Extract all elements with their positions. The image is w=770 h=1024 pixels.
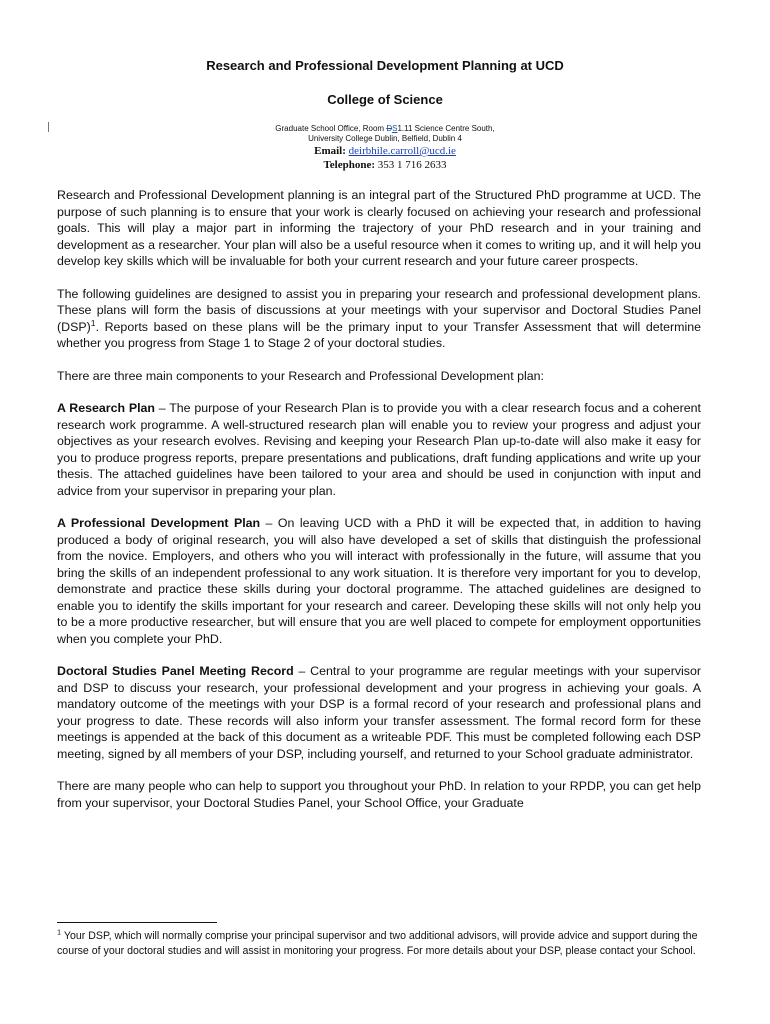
college-subtitle: College of Science	[327, 92, 443, 107]
guidelines-text-a: The following guidelines are designed to assist you in preparing your research and professional development plans. These plans will form the basis of discussions at your meetings with your supervisor and Doctoral Studies Panel (DSP)	[57, 286, 701, 334]
footnote-divider	[57, 922, 217, 923]
telephone-label: Telephone:	[323, 159, 376, 171]
paragraph-guidelines	[57, 286, 701, 352]
paragraph-dsp-record	[57, 663, 701, 762]
email-label: Email:	[314, 145, 346, 157]
paragraph-intro: Research and Professional Development planning is an integral part of the Structured PhD programme at UCD. The purpose of such planning is to ensure that your work is clearly focused on achieving your research and professional goals. This will play a major part in informing the trajectory of your PhD research and in your training and development as a researcher. Your plan will also be a useful resource when it comes to writing up, and it will help you develop key skills which will be invaluable for both your current research and your future career prospects.	[57, 188, 701, 268]
telephone-line	[0, 158, 770, 172]
footnote-marker: 1	[57, 927, 62, 937]
office-address-line2: University College Dublin, Belfield, Dublin 4	[308, 134, 462, 143]
dsp-record-text: – Central to your programme are regular meetings with your supervisor and DSP to discuss your research, your professional development and your progress in achieving your goals. A mandatory outcome of the meetings with your DSP is a formal record of your research and professional plans and your progress to date. These records will also inform your transfer assessment. The formal record form for these meetings is appended at the back of this document as a writeable PDF. This must be completed following each DSP meeting, signed by all members of your DSP, including yourself, and returned to your School graduate administrator.	[57, 664, 701, 761]
footnote-reference[interactable]: 1	[90, 317, 96, 328]
address-suffix: 1.11 Science Centre South,	[397, 124, 495, 133]
professional-plan-text: – On leaving UCD with a PhD it will be expected that, in addition to having produced a body of original research, you will also have developed a set of skills that distinguish the professional from the novice. Employers, and others who you will interact with professionally in the future, will assume that you bring the skills of an independent professional to any work situation. It is therefore very important for you to develop, demonstrate and practice these skills during your doctoral programme. The attached guidelines are designed to enable you to identify the skills important for your research and career. Developing these skills will not only help you to be a more productive researcher, but will ensure that you are well placed to compete for employment opportunities when you complete your PhD.	[57, 516, 702, 646]
paragraph-research-plan	[57, 400, 701, 499]
paragraph-support: There are many people who can help to support you throughout your PhD. In relation to your RPDP, you can get help from your supervisor, your Doctoral Studies Panel, your School Office, your Graduate	[57, 779, 701, 810]
research-plan-heading: A Research Plan	[57, 401, 155, 415]
body-text	[57, 187, 701, 827]
dsp-record-heading: Doctoral Studies Panel Meeting Record	[57, 664, 294, 678]
paragraph-professional-plan	[57, 515, 701, 647]
telephone-value: 353 1 716 2633	[377, 159, 447, 171]
document-title: Research and Professional Development Planning at UCD	[206, 58, 564, 73]
footnote-text: Your DSP, which will normally comprise your principal supervisor and two additional advisors, will provide advice and support during the course of your doctoral studies and will assist in monitoring your progress. For more details about your DSP, please contact your School.	[57, 930, 698, 957]
office-address-line1	[0, 124, 770, 134]
research-plan-text: – The purpose of your Research Plan is to provide you with a clear research focus and a coherent research work programme. A well-structured research plan will enable you to review your progress and adjust your objectives as your research evolves. Revising and keeping your Research Plan up-to-date will also make it easy for you to produce progress reports, prepare presentations and publications, draft funding applications and write up your thesis. The attached guidelines have been tailored to your area and should be used in conjunction with input and advice from your supervisor in preparing your plan.	[57, 401, 701, 498]
email-link[interactable]: deirbhile.carroll@ucd.ie	[348, 145, 456, 157]
address-prefix: Graduate School Office, Room	[275, 124, 387, 133]
tracked-deletion: D	[386, 124, 393, 133]
guidelines-text-b: . Reports based on these plans will be the primary input to your Transfer Assessment that will determine whether you progress from Stage 1 to Stage 2 of your doctoral studies.	[57, 319, 701, 350]
email-line	[0, 144, 770, 158]
paragraph-components: There are three main components to your Research and Professional Development plan:	[57, 368, 544, 383]
professional-plan-heading: A Professional Development Plan	[57, 516, 261, 530]
footnote	[57, 929, 701, 959]
tracked-insertion: S	[392, 124, 398, 133]
